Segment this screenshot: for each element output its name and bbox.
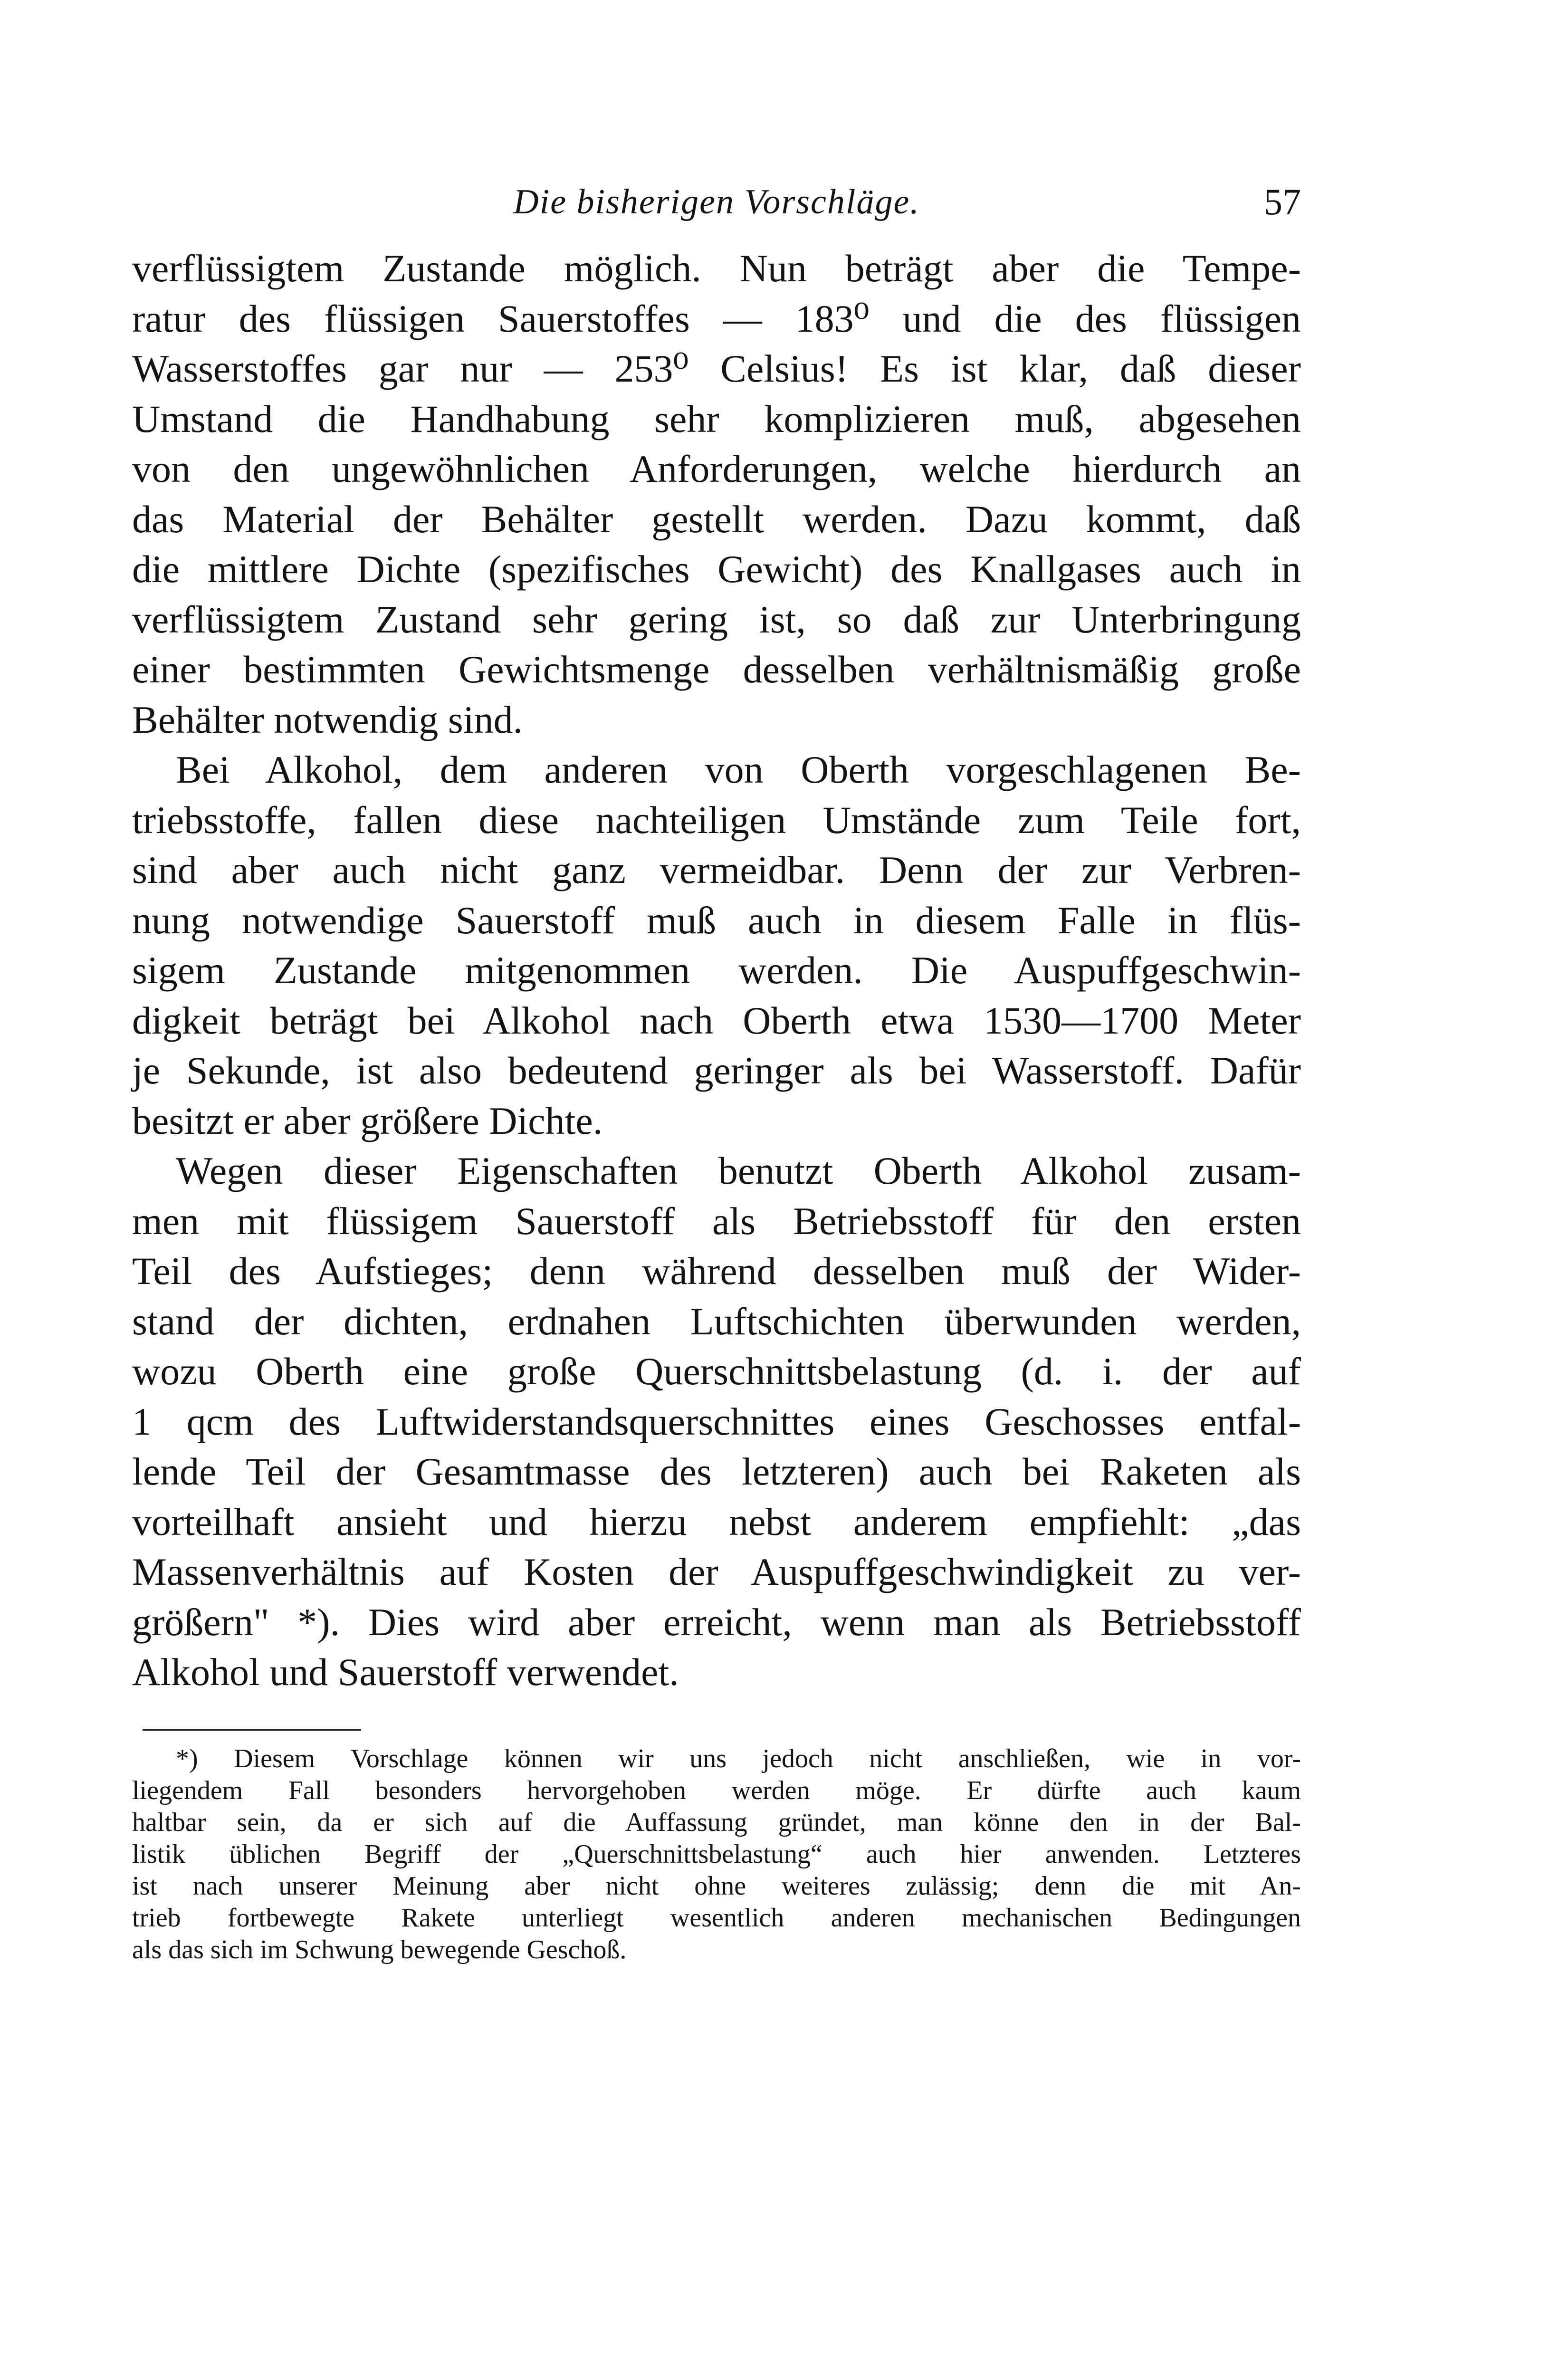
text-line: verflüssigtem Zustand sehr gering ist, so daß zur Unterbringung [132, 597, 1301, 641]
text-line: sigem Zustande mitgenommen werden. Die Auspuffgeschwin- [132, 948, 1301, 992]
text-line: von den ungewöhnlichen Anforderungen, welche hierdurch an [132, 447, 1301, 490]
text-line: stand der dichten, erdnahen Luftschichten überwunden werden, [132, 1299, 1301, 1343]
text-line: Behälter notwendig sind. [132, 698, 523, 741]
footnote-line: haltbar sein, da er sich auf die Auffassung gründet, man könne den in der Bal- [132, 1808, 1301, 1837]
text-line: einer bestimmten Gewichtsmenge desselben verhältnismäßig große [132, 648, 1301, 691]
footnote-divider [143, 1729, 361, 1731]
footnote-line: trieb fortbewegte Rakete unterliegt wesentlich anderen mechanischen Bedingungen [132, 1903, 1301, 1933]
footnote [132, 1743, 1301, 1966]
text-line: sind aber auch nicht ganz vermeidbar. Denn der zur Verbren- [132, 848, 1301, 891]
text-line: größern" *). Dies wird aber erreicht, wenn man als Betriebsstoff [132, 1600, 1301, 1644]
footnote-line: *) Diesem Vorschlage können wir uns jedoch nicht anschließen, wie in vor- [176, 1744, 1301, 1773]
text-line: Teil des Aufstieges; denn während desselben muß der Wider- [132, 1249, 1301, 1293]
text-line: Bei Alkohol, dem anderen von Oberth vorgeschlagenen Be- [176, 748, 1301, 791]
text-line: vorteilhaft ansieht und hierzu nebst anderem empfiehlt: „das [132, 1500, 1301, 1543]
text-line: lende Teil der Gesamtmasse des letzteren) auch bei Raketen als [132, 1450, 1301, 1493]
text-line: Wegen dieser Eigenschaften benutzt Oberth Alkohol zusam- [176, 1149, 1301, 1192]
footnote-line: liegendem Fall besonders hervorgehoben werden möge. Er dürfte auch kaum [132, 1776, 1301, 1805]
text-line: je Sekunde, ist also bedeutend geringer als bei Wasserstoff. Dafür [132, 1049, 1301, 1092]
footnote-line: ist nach unserer Meinung aber nicht ohne weiteres zulässig; denn die mit An- [132, 1871, 1301, 1901]
text-line: men mit flüssigem Sauerstoff als Betriebsstoff für den ersten [132, 1199, 1301, 1243]
text-line: Wasserstoffes gar nur — 253⁰ Celsius! Es ist klar, daß dieser [132, 347, 1301, 390]
text-line: verflüssigtem Zustande möglich. Nun beträgt aber die Tempe- [132, 247, 1301, 290]
text-line: das Material der Behälter gestellt werden. Dazu kommt, daß [132, 497, 1301, 541]
running-title: Die bisherigen Vorschläge. [513, 182, 920, 221]
footnote-line: listik üblichen Begriff der „Querschnittsbelastung“ auch hier anwenden. Letzteres [132, 1839, 1301, 1869]
text-line: ratur des flüssigen Sauerstoffes — 183⁰ und die des flüssigen [132, 297, 1301, 340]
text-line: Alkohol und Sauerstoff verwendet. [132, 1650, 679, 1694]
text-line: wozu Oberth eine große Querschnittsbelastung (d. i. der auf [132, 1350, 1301, 1393]
main-text [132, 243, 1301, 1697]
text-line: die mittlere Dichte (spezifisches Gewicht) des Knallgases auch in [132, 547, 1301, 591]
text-line: digkeit beträgt bei Alkohol nach Oberth etwa 1530—1700 Meter [132, 998, 1301, 1042]
text-line: Umstand die Handhabung sehr komplizieren muß, abgesehen [132, 397, 1301, 441]
text-line: Massenverhältnis auf Kosten der Auspuffgeschwindigkeit zu ver- [132, 1550, 1301, 1593]
text-line: besitzt er aber größere Dichte. [132, 1099, 603, 1142]
text-line: 1 qcm des Luftwiderstandsquerschnittes eines Geschosses entfal- [132, 1399, 1301, 1443]
page-header [132, 181, 1301, 223]
text-line: nung notwendige Sauerstoff muß auch in diesem Falle in flüs- [132, 898, 1301, 942]
footnote-line: als das sich im Schwung bewegende Geschoß. [132, 1935, 627, 1964]
text-line: triebsstoffe, fallen diese nachteiligen Umstände zum Teile fort, [132, 798, 1301, 842]
page-number: 57 [1264, 181, 1301, 222]
